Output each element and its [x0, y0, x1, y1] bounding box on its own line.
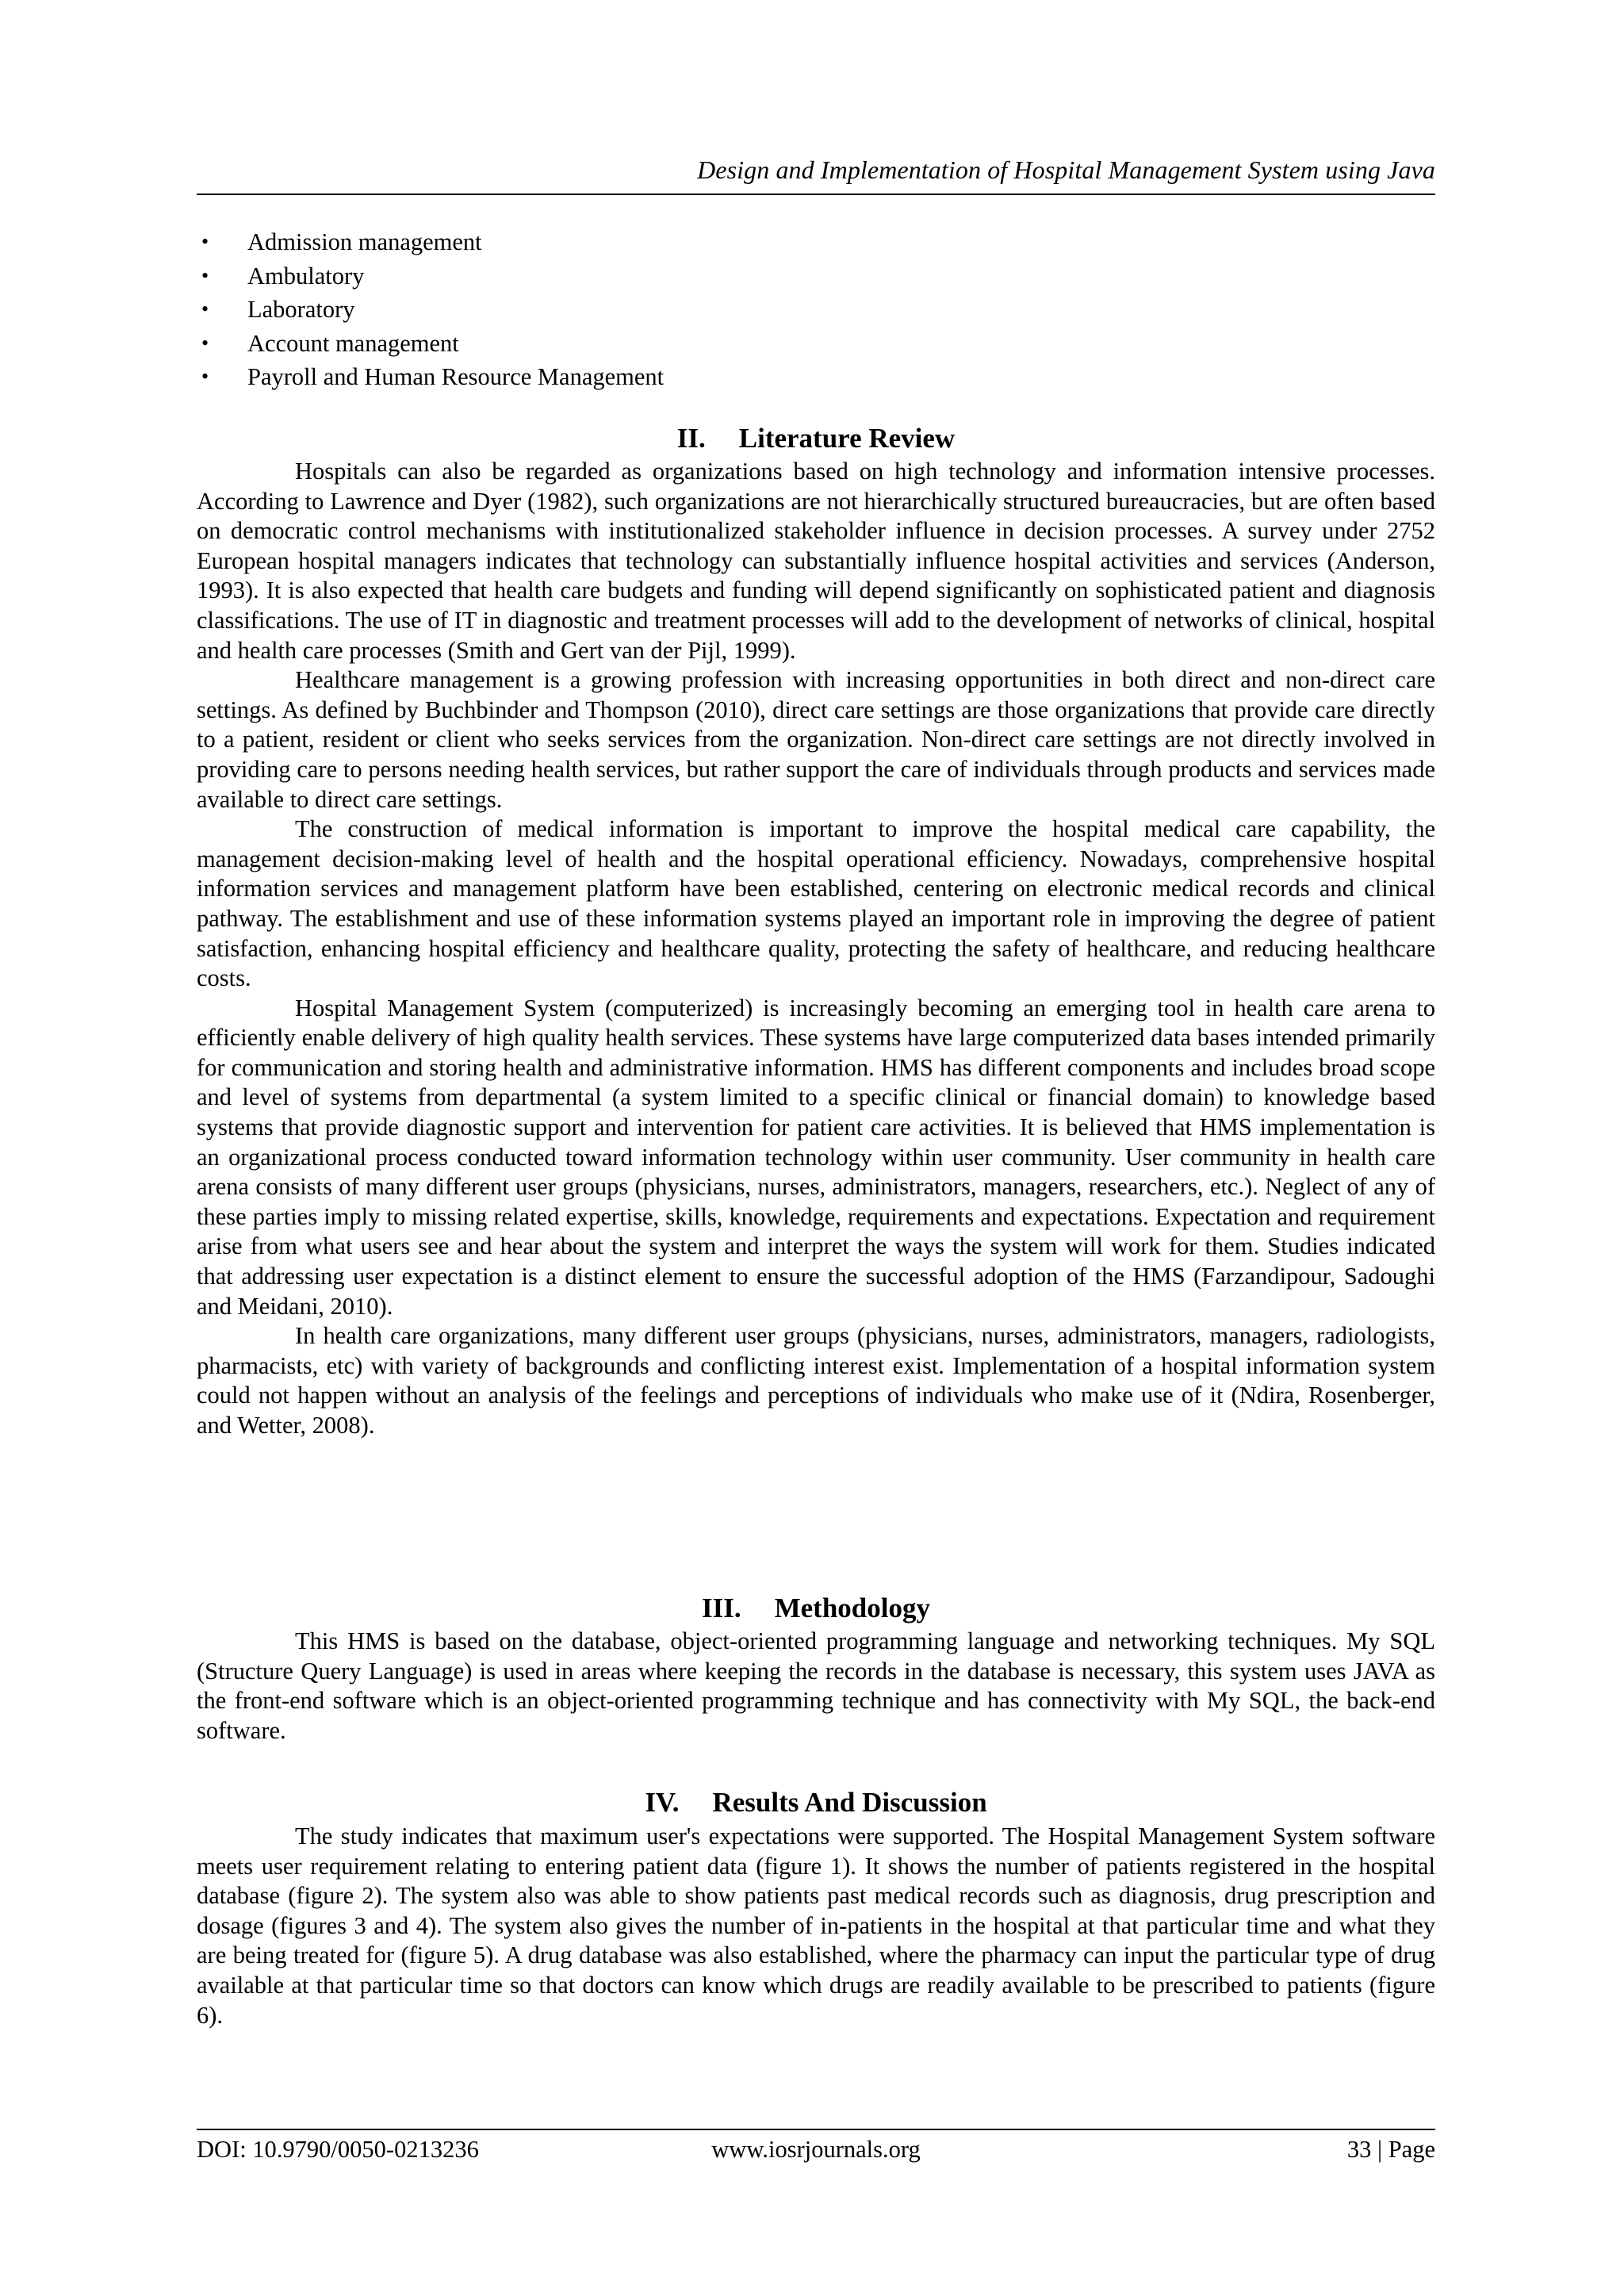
bullet-item: • Laboratory [197, 293, 664, 327]
module-bullet-list [197, 225, 664, 394]
bullet-dot-icon: • [201, 297, 209, 320]
results-body [197, 1822, 1435, 2030]
literature-review-heading: II. Literature Review [676, 423, 956, 454]
bullet-item: • Admission management [197, 225, 664, 259]
bullet-dot-icon: • [201, 263, 209, 287]
header-rule [197, 194, 1435, 195]
paragraph: This HMS is based on the database, object-oriented programming language and networking techniques. My SQL (Structure Query Language) is used in areas where keeping the records in the database is necessary, this system uses JAVA as the front-end software which is an object-oriented programming technique and has connectivity with My SQL, the back-end software. [197, 1627, 1435, 1744]
paper-page [197, 0, 1435, 2296]
bullet-item: • Account management [197, 327, 664, 361]
page-number: 33 | Page [1346, 2136, 1435, 2163]
doi-text: DOI: 10.9790/0050-0213236 [197, 2136, 479, 2163]
paragraph: In health care organizations, many different user groups (physicians, nurses, administrators, managers, radiologists, pharmacists, etc) with variety of backgrounds and conflicting interest exist. Implementation of a hospital information system could not happen without an analysis of the feelings and perceptions of individuals who make use of it (Ndira, Rosenberger, and Wetter, 2008). [197, 1322, 1435, 1439]
bullet-item: • Payroll and Human Resource Management [197, 360, 664, 394]
page-footer [197, 2133, 1435, 2165]
paragraph: Hospitals can also be regarded as organizations based on high technology and information intensive processes. According to Lawrence and Dyer (1982), such organizations are not hierarchically structured bureaucracies, but are often based on democratic control mechanisms with institutionalized stakeholder influence in decision processes. A survey under 2752 European hospital managers indicates that technology can substantially influence hospital activities and services (Anderson, 1993). It is also expected that health care budgets and funding will depend significantly on sophisticated patient and diagnosis classifications. The use of IT in diagnostic and treatment processes will add to the development of networks of clinical, hospital and health care processes (Smith and Gert van der Pijl, 1999). [197, 458, 1435, 664]
bullet-dot-icon: • [201, 365, 209, 388]
methodology-heading: III. Methodology [701, 1593, 930, 1623]
running-title: Design and Implementation of Hospital Management System using Java [697, 155, 1435, 184]
paragraph: Hospital Management System (computerized) is increasingly becoming an emerging tool in health care arena to efficiently enable delivery of high quality health services. These systems have large computerized data bases intended primarily for communication and storing health and administrative information. HMS has different components and includes broad scope and level of systems from departmental (a system limited to a specific clinical or financial domain) to knowledge based systems that provide diagnostic support and intervention for patient care activities. It is believed that HMS implementation is an organizational process conducted toward information technology within user community. User community in health care arena consists of many different user groups (physicians, nurses, administrators, managers, researchers, etc.). Neglect of any of these parties imply to missing related expertise, skills, knowledge, requirements and expectations. Expectation and requirement arise from what users see and hear about the system and interpret the ways the system will work for them. Studies indicated that addressing user expectation is a distinct element to ensure the successful adoption of the HMS (Farzandipour, Sadoughi and Meidani, 2010). [197, 994, 1435, 1320]
paragraph: Healthcare management is a growing profession with increasing opportunities in both direct and non-direct care settings. As defined by Buchbinder and Thompson (2010), direct care settings are those organizations that provide care directly to a patient, resident or client who seeks services from the organization. Non-direct care settings are not directly involved in providing care to persons needing health services, but rather support the care of individuals through products and services made available to direct care settings. [197, 666, 1435, 813]
bullet-dot-icon: • [201, 230, 209, 253]
literature-review-body [197, 457, 1435, 1441]
journal-website-link[interactable]: www.iosrjournals.org [711, 2136, 921, 2163]
footer-rule [197, 2129, 1435, 2130]
bullet-item: • Ambulatory [197, 259, 664, 293]
results-heading: IV. Results And Discussion [645, 1787, 987, 1818]
methodology-body [197, 1627, 1435, 1746]
paragraph: The study indicates that maximum user's expectations were supported. The Hospital Management System software meets user requirement relating to entering patient data (figure 1). It shows the number of patients registered in the hospital database (figure 2). The system also was able to show patients past medical records such as diagnosis, drug prescription and dosage (figures 3 and 4). The system also gives the number of in-patients in the hospital at that particular time and what they are being treated for (figure 5). A drug database was also established, where the pharmacy can input the particular type of drug available at that particular time so that doctors can know which drugs are readily available to be prescribed to patients (figure 6). [197, 1823, 1435, 2029]
bullet-dot-icon: • [201, 331, 209, 355]
paragraph: The construction of medical information is important to improve the hospital medical care capability, the management decision-making level of health and the hospital operational efficiency. Nowadays, comprehensive hospital information services and management platform have been established, centering on electronic medical records and clinical pathway. The establishment and use of these information systems played an important role in improving the degree of patient satisfaction, enhancing hospital efficiency and healthcare quality, protecting the safety of healthcare, and reducing healthcare costs. [197, 815, 1435, 992]
